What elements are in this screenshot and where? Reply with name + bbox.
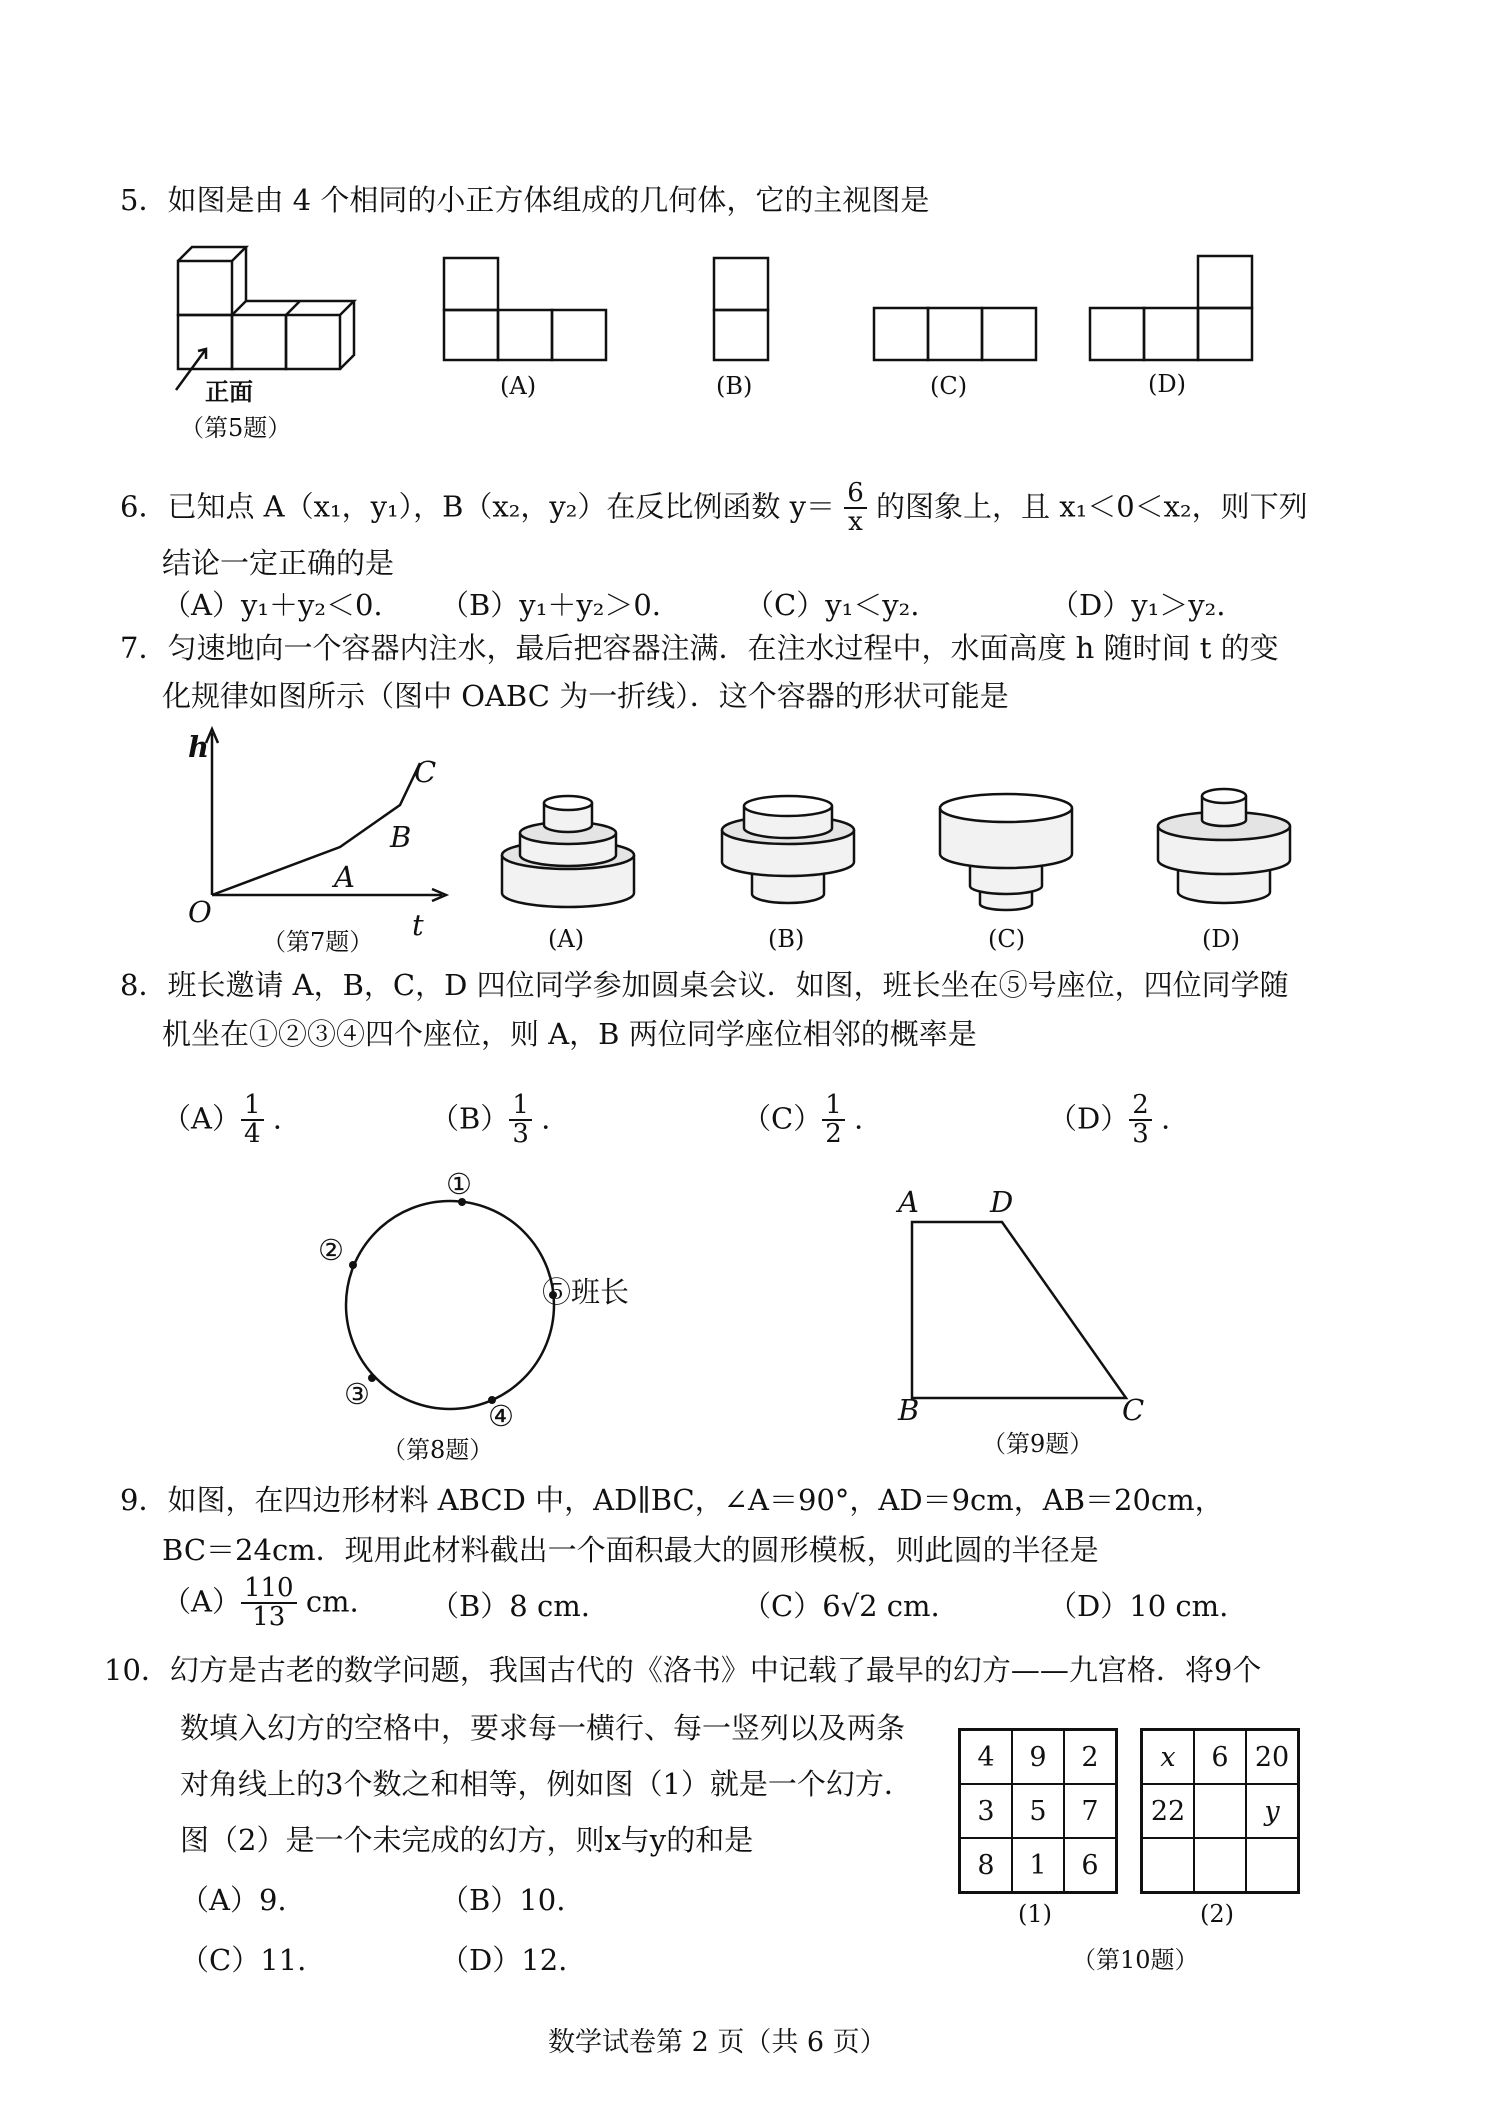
grid-cell: 20 (1246, 1730, 1299, 1785)
q8-seat-4: ④ (488, 1399, 514, 1433)
grid-cell: 9 (1012, 1730, 1064, 1785)
q6-option-a: （A）y₁＋y₂＜0. (162, 588, 383, 622)
q7-origin-label: O (188, 895, 212, 929)
q6-stem-line1 (120, 480, 1308, 537)
q7-container-c (936, 790, 1076, 915)
q8-option-b-numerator: 1 (509, 1092, 532, 1121)
q5-option-b-figure (712, 256, 770, 362)
q7-container-a (498, 785, 638, 915)
q5-front-label: 正面 (205, 377, 253, 406)
q8-option-c-fraction (822, 1092, 845, 1149)
table-row (1142, 1784, 1299, 1838)
q9-option-a-unit: cm. (305, 1584, 359, 1619)
q7-option-a-label: (A) (548, 925, 585, 953)
grid-cell: 2 (1064, 1730, 1117, 1785)
q8-option-d-numerator: 2 (1129, 1092, 1152, 1121)
table-row (1142, 1730, 1299, 1785)
q5-option-a-figure (442, 256, 612, 362)
q8-option-a: （A） $\frac{1}{4}$ . (162, 1090, 282, 1150)
q10-magic-square-1 (958, 1728, 1118, 1894)
q5-option-c-label: (C) (930, 372, 968, 400)
q7-axis-t-label: t (412, 908, 424, 942)
q5-stem: 5．如图是由 4 个相同的小正方体组成的几何体，它的主视图是 (120, 183, 930, 217)
grid-cell: y (1246, 1784, 1299, 1838)
q8-seat-5-monitor: ⑤班长 (542, 1275, 630, 1309)
q5-option-a-label: (A) (500, 372, 537, 400)
q6-stem-part-a: 6．已知点 A（x₁，y₁），B（x₂，y₂）在反比例函数 y＝ (120, 489, 836, 524)
q6-option-b: （B）y₁＋y₂＞0. (440, 588, 661, 622)
q9-caption: （第9题） (982, 1430, 1094, 1458)
q10-stem-line1: 10．幻方是古老的数学问题，我国古代的《洛书》中记载了最早的幻方——九宫格．将9个 (104, 1653, 1262, 1687)
grid-cell: 3 (960, 1784, 1013, 1838)
q8-option-a-label: （A） (162, 1101, 241, 1136)
q6-frac-numerator: 6 (844, 480, 867, 509)
q10-grid-1-label: (1) (1018, 1900, 1052, 1928)
q8-option-b-fraction (509, 1092, 532, 1149)
q10-option-c: （C）11. (180, 1943, 307, 1977)
grid-cell: 6 (1194, 1730, 1246, 1785)
q8-option-d: （D） $\frac{2}{3}$ . (1048, 1090, 1171, 1150)
q8-option-b: （B） $\frac{1}{3}$ . (430, 1090, 551, 1150)
q9-option-c: （C）6√2 cm. (742, 1589, 940, 1623)
q8-seat-1: ① (446, 1167, 472, 1201)
q9-stem-line2: BC＝24cm．现用此材料截出一个面积最大的圆形模板，则此圆的半径是 (162, 1533, 1099, 1567)
q10-stem-line3: 对角线上的3个数之和相等，例如图（1）就是一个幻方． (180, 1767, 913, 1801)
q8-seat-3: ③ (344, 1377, 370, 1411)
q6-stem-part-b: 的图象上，且 x₁＜0＜x₂，则下列 (876, 489, 1308, 524)
table-row (960, 1838, 1117, 1893)
q10-option-b: （B）10. (440, 1883, 566, 1917)
q10-stem-line4: 图（2）是一个未完成的幻方，则x与y的和是 (180, 1823, 754, 1857)
q5-option-b-label: (B) (716, 372, 753, 400)
grid-cell: x (1142, 1730, 1195, 1785)
q8-seat-2: ② (318, 1233, 344, 1267)
q7-stem-line1: 7．匀速地向一个容器内注水，最后把容器注满．在注水过程中，水面高度 h 随时间 t 的变 (120, 631, 1279, 665)
q7-caption: （第7题） (262, 928, 374, 956)
q6-frac-denominator: x (848, 507, 863, 538)
q8-caption: （第8题） (382, 1436, 494, 1464)
q5-caption: （第5题） (180, 414, 292, 442)
q9-vertex-b: B (898, 1393, 920, 1427)
q8-option-a-denominator: 4 (243, 1119, 261, 1150)
q10-stem-line2: 数填入幻方的空格中，要求每一横行、每一竖列以及两条 (180, 1711, 906, 1745)
q9-option-a-label: （A） (162, 1584, 241, 1619)
q8-option-d-fraction (1129, 1092, 1152, 1149)
q10-option-a: （A）9. (180, 1883, 287, 1917)
grid-cell (1142, 1838, 1195, 1893)
q7-point-c-label: C (414, 755, 437, 789)
q8-stem-line2: 机坐在①②③④四个座位，则 A，B 两位同学座位相邻的概率是 (162, 1017, 977, 1051)
q8-option-b-label: （B） (430, 1101, 510, 1136)
q7-axis-h-label: h (188, 730, 210, 764)
q10-magic-square-2 (1140, 1728, 1300, 1894)
q9-option-d: （D）10 cm. (1048, 1589, 1229, 1623)
q9-option-a-fraction (241, 1575, 297, 1632)
q8-option-d-denominator: 3 (1132, 1119, 1149, 1150)
q6-option-c: （C）y₁＜y₂. (745, 588, 920, 622)
table-row (1142, 1838, 1299, 1893)
page-footer: 数学试卷第 2 页（共 6 页） (548, 2027, 887, 2058)
q6-fraction (844, 480, 867, 537)
q8-option-d-label: （D） (1048, 1101, 1130, 1136)
q9-option-b: （B）8 cm. (430, 1589, 590, 1623)
q9-trapezoid-figure (900, 1210, 1140, 1410)
q5-option-d-label: (D) (1148, 370, 1186, 398)
q7-option-d-label: (D) (1202, 925, 1240, 953)
grid-cell (1246, 1838, 1299, 1893)
q9-stem-line1: 9．如图，在四边形材料 ABCD 中，AD∥BC，∠A＝90°，AD＝9cm，AB＝20cm， (120, 1483, 1224, 1517)
q8-option-c: （C） $\frac{1}{2}$ . (742, 1090, 864, 1150)
q10-grid-2-label: (2) (1200, 1900, 1234, 1928)
q8-option-b-denominator: 3 (512, 1119, 529, 1150)
q7-stem-line2: 化规律如图所示（图中 OABC 为一折线）．这个容器的形状可能是 (162, 679, 1009, 713)
q10-option-d: （D）12. (440, 1943, 568, 1977)
q5-solid-figure (170, 235, 370, 400)
q10-caption: （第10题） (1072, 1946, 1199, 1974)
q8-option-c-label: （C） (742, 1101, 823, 1136)
q8-stem-line1: 8．班长邀请 A，B，C，D 四位同学参加圆桌会议．如图，班长坐在⑤号座位，四位同学随 (120, 968, 1289, 1002)
table-row (960, 1784, 1117, 1838)
q8-option-c-denominator: 2 (825, 1119, 842, 1150)
q6-stem-line2: 结论一定正确的是 (162, 546, 395, 580)
q9-option-a-denominator: 13 (252, 1602, 286, 1633)
q5-option-d-figure (1088, 254, 1258, 362)
grid-cell: 4 (960, 1730, 1013, 1785)
q8-option-a-numerator: 1 (241, 1092, 264, 1121)
q7-option-b-label: (B) (768, 925, 805, 953)
q5-option-c-figure (872, 306, 1040, 362)
q6-option-d: （D）y₁＞y₂. (1050, 588, 1226, 622)
grid-cell: 1 (1012, 1838, 1064, 1893)
q9-vertex-a: A (898, 1185, 919, 1219)
q9-vertex-d: D (990, 1185, 1014, 1219)
grid-cell: 22 (1142, 1784, 1195, 1838)
q7-point-a-label: A (334, 860, 355, 894)
q9-option-a-numerator: 110 (241, 1575, 297, 1604)
q7-container-b (718, 790, 858, 915)
grid-cell (1194, 1784, 1246, 1838)
q7-point-b-label: B (390, 820, 412, 854)
grid-cell (1194, 1838, 1246, 1893)
q8-option-a-fraction (241, 1092, 264, 1149)
q8-option-c-numerator: 1 (822, 1092, 845, 1121)
grid-cell: 8 (960, 1838, 1013, 1893)
grid-cell: 6 (1064, 1838, 1117, 1893)
q7-container-d (1154, 782, 1294, 915)
q8-round-table (340, 1195, 560, 1415)
q9-vertex-c: C (1122, 1393, 1145, 1427)
q7-option-c-label: (C) (988, 925, 1026, 953)
table-row (960, 1730, 1117, 1785)
grid-cell: 5 (1012, 1784, 1064, 1838)
q9-option-a (162, 1575, 359, 1632)
grid-cell: 7 (1064, 1784, 1117, 1838)
